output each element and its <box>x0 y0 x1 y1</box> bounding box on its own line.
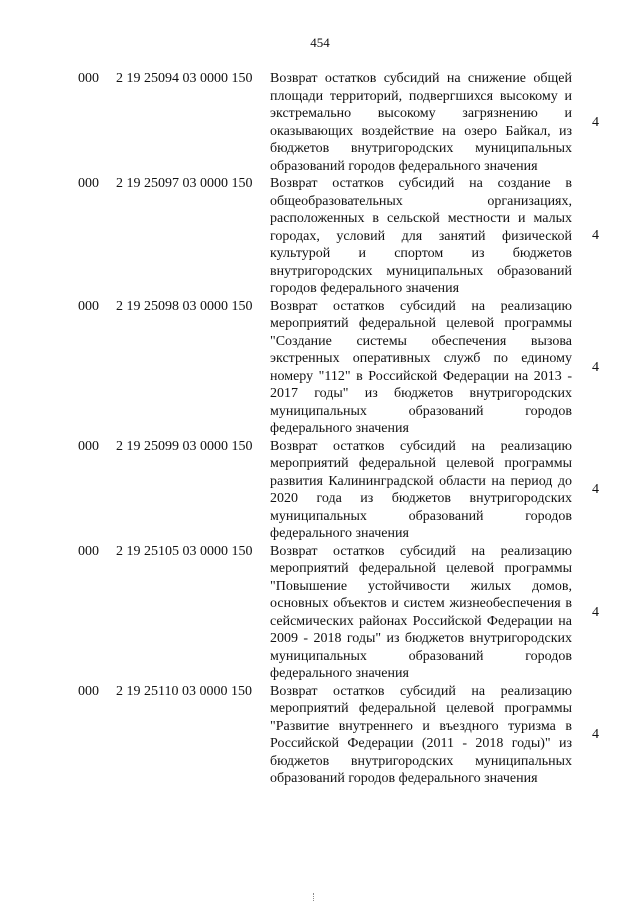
budget-code-table <box>0 70 640 788</box>
row-amount: 4 <box>592 359 599 375</box>
table-row <box>0 70 640 175</box>
admin-code: 000 <box>78 438 99 454</box>
row-description: Возврат остатков субсидий на реализацию мероприятий федеральной целевой программы "Создание системы обеспечения вызова экстренных оперативных служб по единому номеру "112" в Российской Федерации на 2013 - 2017 годы" из бюджетов внутригородских муниципальных образований городов федерального значения <box>270 298 572 436</box>
row-description: Возврат остатков субсидий на создание в общеобразовательных организациях, расположенных в сельской местности и малых городах, условий для занятий физической культурой и спортом из бюджетов внутригородских муниципальных образований городов федерального значения <box>270 176 572 296</box>
table-row <box>0 175 640 298</box>
admin-code: 000 <box>78 683 99 699</box>
budget-classification-code: 2 19 25105 03 0000 150 <box>116 543 253 559</box>
table-row <box>0 683 640 788</box>
admin-code: 000 <box>78 176 99 191</box>
row-description: Возврат остатков субсидий на реализацию мероприятий федеральной целевой программы развития Калининградской области на период до 2020 года из бюджетов внутригородских муниципальных образований городов федерального значения <box>270 438 572 541</box>
row-amount: 4 <box>592 228 599 244</box>
budget-classification-code: 2 19 25098 03 0000 150 <box>116 298 253 314</box>
row-description: Возврат остатков субсидий на реализацию мероприятий федеральной целевой программы "Развитие внутреннего и въездного туризма в Российской Федерации (2011 - 2018 годы)" из бюджетов внутригородских муниципальных образований городов федерального значения <box>270 683 572 786</box>
row-amount: 4 <box>592 604 599 620</box>
table-row <box>0 438 640 543</box>
row-amount: 4 <box>592 727 599 742</box>
row-amount: 4 <box>592 482 599 497</box>
admin-code: 000 <box>78 71 99 86</box>
page-number: 454 <box>310 35 330 50</box>
table-row <box>0 298 640 438</box>
budget-classification-code: 2 19 25094 03 0000 150 <box>116 71 253 86</box>
budget-classification-code: 2 19 25097 03 0000 150 <box>116 176 253 191</box>
table-row <box>0 543 640 683</box>
row-description: Возврат остатков субсидий на реализацию мероприятий федеральной целевой программы "Повышение устойчивости жилых домов, основных объектов и систем жизнеобеспечения в сейсмических районах Российской Федерации на 2009 - 2018 годы" из бюджетов внутригородских муниципальных образований городов федерального значения <box>270 543 572 681</box>
budget-classification-code: 2 19 25110 03 0000 150 <box>116 683 252 699</box>
admin-code: 000 <box>78 298 99 314</box>
budget-classification-code: 2 19 25099 03 0000 150 <box>116 438 253 454</box>
row-description: Возврат остатков субсидий на снижение общей площади территорий, подвергшихся высокому и экстремально высокому загрязнению и оказывающих воздействие на озеро Байкал, из бюджетов внутригородских муниципальных образований городов федерального значения <box>270 71 572 174</box>
row-amount: 4 <box>592 114 599 130</box>
admin-code: 000 <box>78 543 99 559</box>
footer-dot-mark <box>313 893 315 901</box>
